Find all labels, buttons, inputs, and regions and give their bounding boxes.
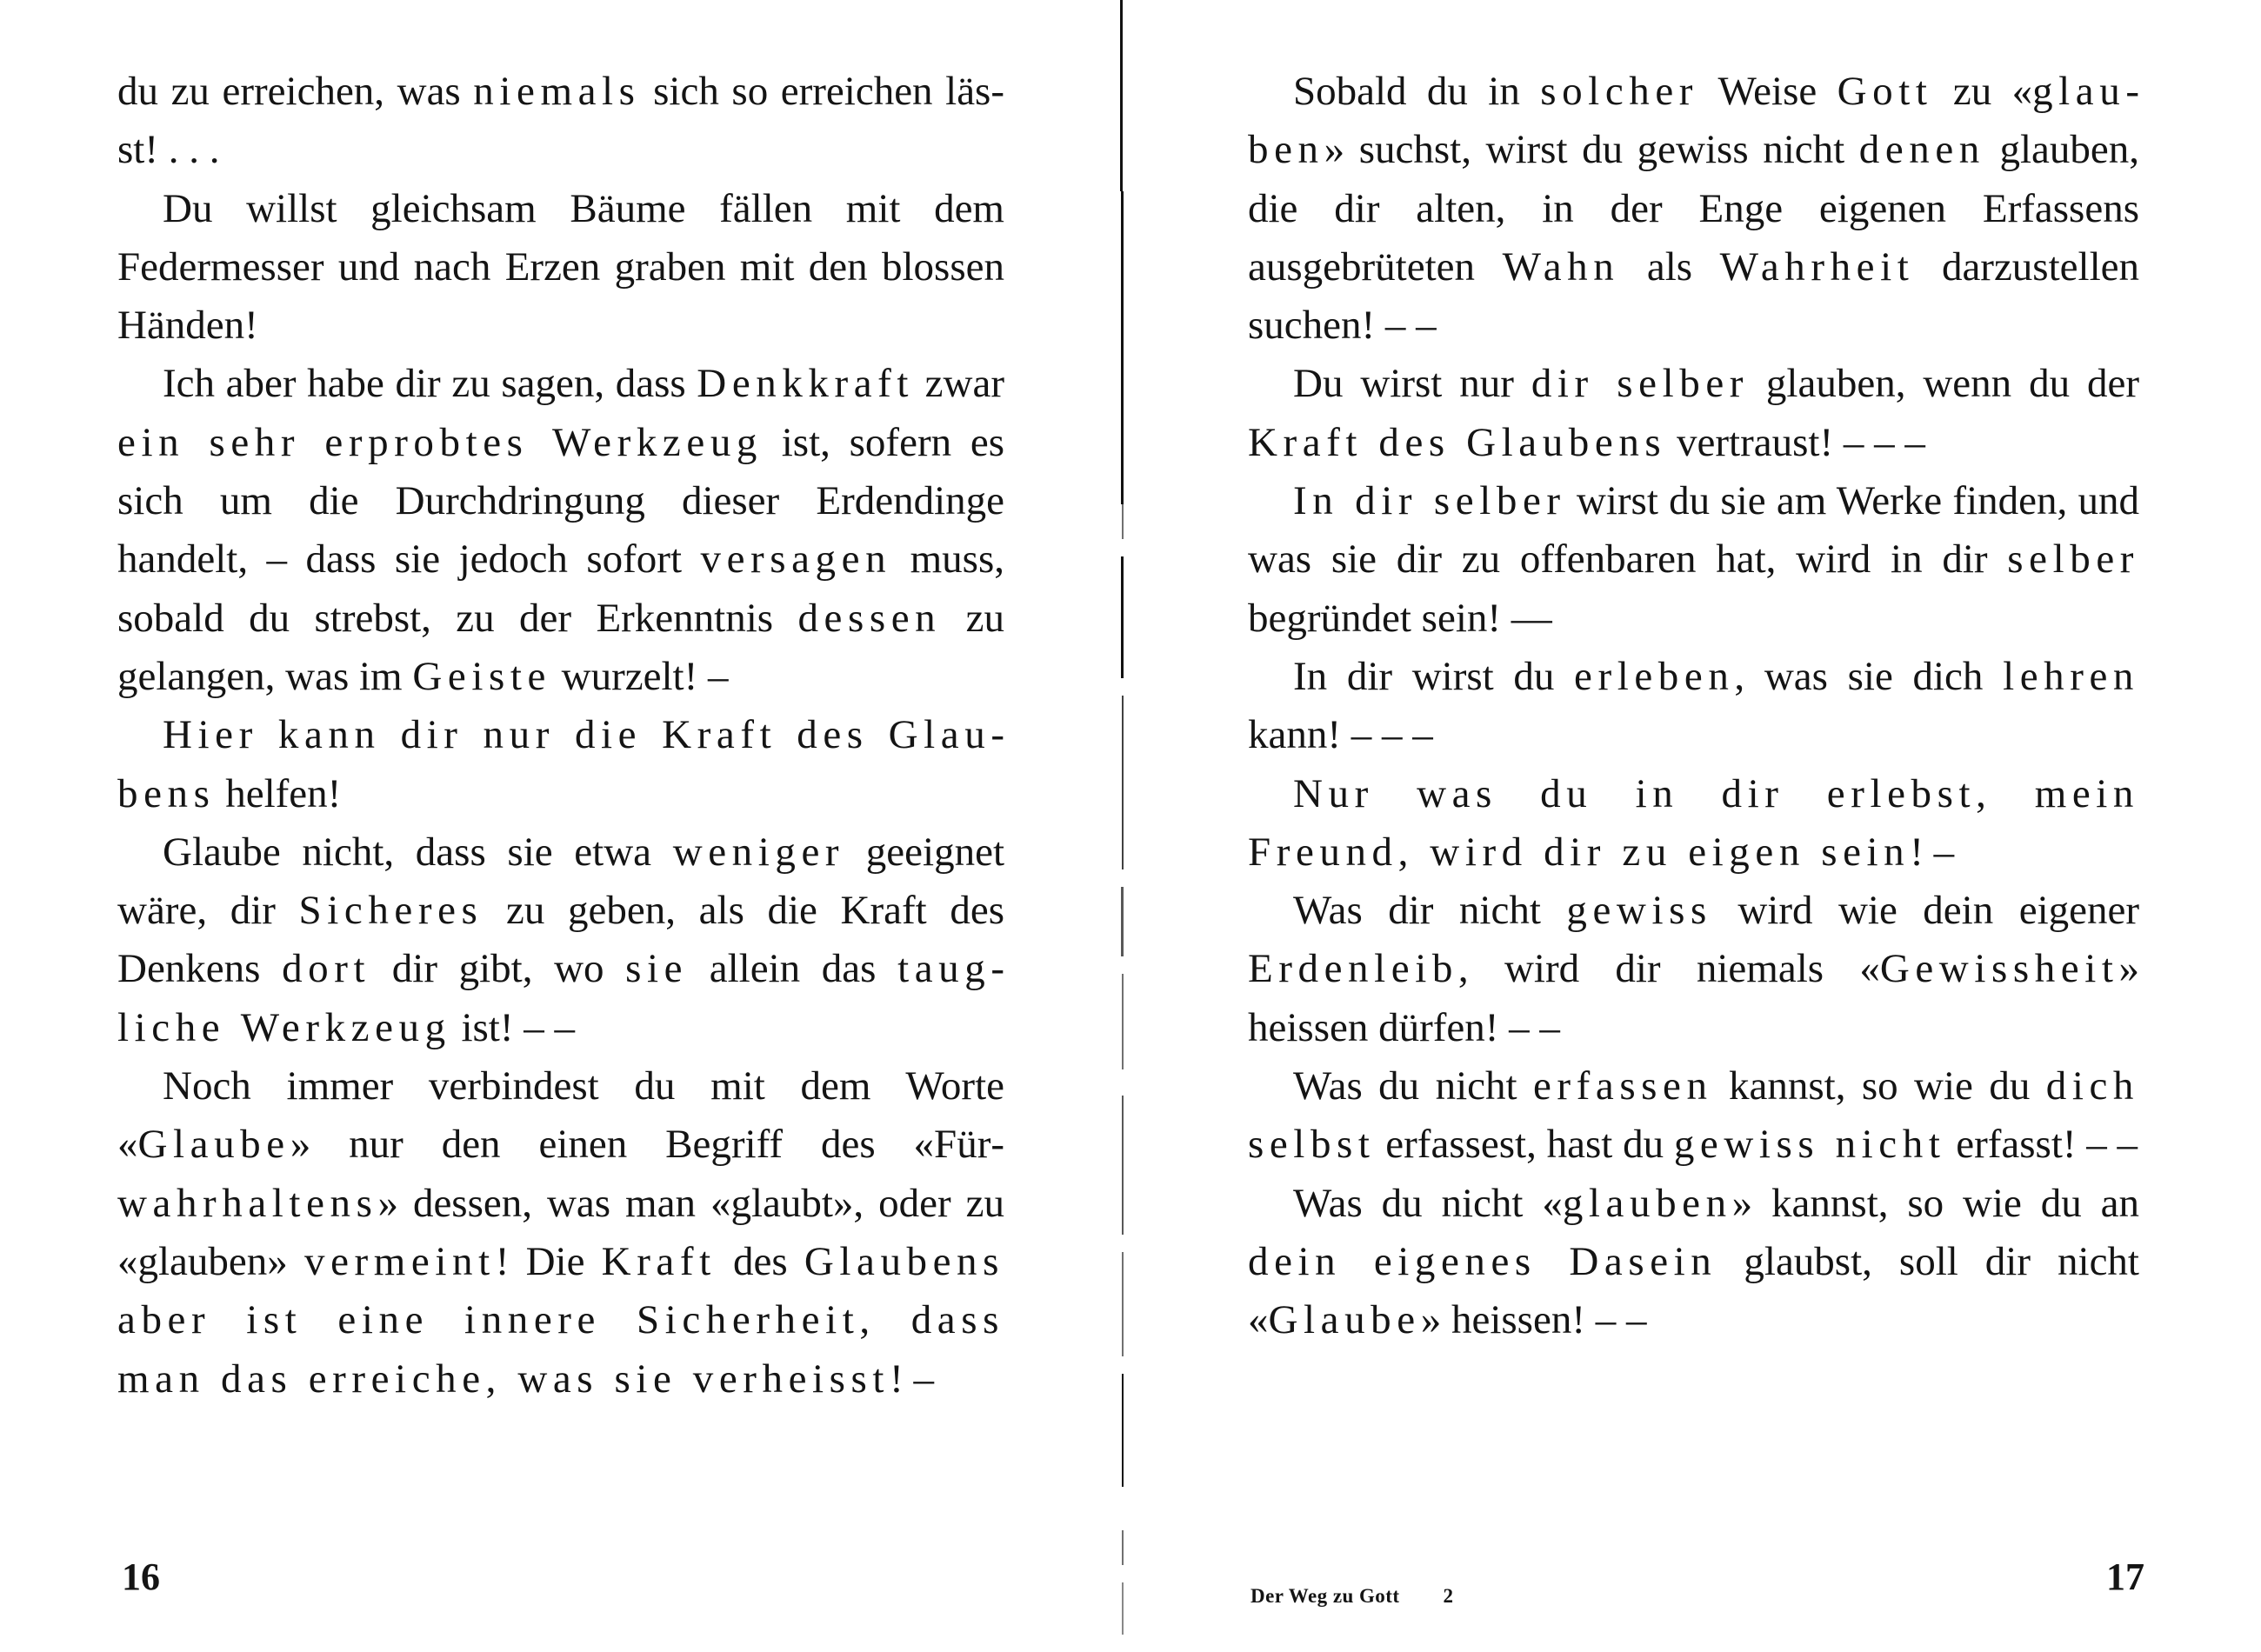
- spaced-emphasis-text: Hier kann dir nur die Kraft des Glaubens: [117, 712, 1004, 816]
- text-run: » kannst, so wie du an: [1731, 1180, 2139, 1226]
- spaced-emphasis-text: dessen: [797, 595, 942, 641]
- text-run: des: [716, 1238, 804, 1284]
- text-run: ist, sofern es sich um die Durchdringung dieser Erdendinge handelt, – dass sie jedoch sofort: [117, 419, 1004, 583]
- spaced-emphasis-text: Gott: [1837, 69, 1933, 114]
- signature-line: [1251, 1585, 1453, 1608]
- spaced-emphasis-text: Erdenleib: [1248, 946, 1458, 992]
- text-run: Du wirst nur: [1293, 361, 1531, 407]
- signature-title: Der Weg zu Gott: [1251, 1585, 1400, 1607]
- text-run: glaubst, soll dir nicht «: [1248, 1238, 2139, 1343]
- spaced-emphasis-text: Geiste: [412, 653, 551, 699]
- text-run: ! –: [1910, 829, 1955, 875]
- paragraph: [1248, 63, 2139, 355]
- text-run: geeignet wäre, dir: [117, 829, 1004, 934]
- text-run: Ich aber habe dir zu sagen, dass: [163, 361, 697, 407]
- text-run: In dir wirst du: [1293, 653, 1575, 699]
- text-run: zu gelangen, was im: [117, 595, 1004, 699]
- text-run: zu geben, als die Kraft des Denkens: [117, 888, 1004, 992]
- spaced-emphasis-text: solcher: [1540, 69, 1699, 114]
- spaced-emphasis-text: In dir selber: [1293, 478, 1566, 524]
- paragraph: [1248, 355, 2139, 472]
- text-run: erfassest, hast du: [1375, 1122, 1674, 1168]
- text-run: ! Die: [495, 1238, 602, 1284]
- spaced-emphasis-text: aber ist eine innere Sicherheit, dass man das erreiche, was sie verheisst: [117, 1297, 1004, 1402]
- text-run: » nur den einen Begriff des «Für: [290, 1122, 1004, 1168]
- spaced-emphasis-text: Kraft: [601, 1238, 717, 1284]
- spaced-emphasis-text: Gewissheit: [1879, 946, 2119, 992]
- paragraph: [117, 706, 1004, 823]
- text-run: , was sie dich: [1734, 653, 2004, 699]
- left-page-number: 16: [122, 1555, 160, 1598]
- text-run: ! –: [890, 1356, 934, 1402]
- text-run: Glaube nicht, dass sie etwa: [163, 829, 673, 875]
- text-run: glauben, die dir alten, in der Enge eigenen Erfassens ausgebrüteten: [1248, 127, 2140, 290]
- spaced-emphasis-text: Sicheres: [298, 888, 484, 934]
- spaced-emphasis-text: gewiss nicht: [1673, 1122, 1946, 1168]
- text-run: begründet sein! —: [1248, 595, 1552, 641]
- spaced-emphasis-text: gewiss: [1566, 888, 1712, 934]
- text-run: du zu erreichen, was: [117, 69, 474, 114]
- paragraph: [1248, 765, 2139, 883]
- spaced-emphasis-text: Glaube: [1268, 1297, 1421, 1343]
- text-run: Noch immer verbindest du mit dem Worte «: [117, 1063, 1004, 1168]
- spaced-emphasis-text: Glaubens: [804, 1238, 1005, 1284]
- text-run: vertraust! – – –: [1666, 419, 1925, 465]
- text-run: » dessen, was man «glaubt», oder zu «glauben»: [117, 1180, 1004, 1284]
- text-run: zu «: [1932, 69, 2033, 114]
- paragraph: [1248, 1175, 2139, 1350]
- spaced-emphasis-text: sie: [625, 946, 689, 992]
- left-page-text: [117, 63, 1004, 1409]
- text-run: erfasst! – –: [1945, 1122, 2138, 1168]
- spaced-emphasis-text: dein eigenes Dasein: [1248, 1238, 1717, 1284]
- spaced-emphasis-text: versagen: [700, 536, 892, 583]
- text-run: , wird dir niemals «: [1457, 946, 1880, 992]
- spaced-emphasis-text: Denkkraft: [697, 361, 915, 407]
- spaced-emphasis-text: erfassen: [1532, 1063, 1713, 1109]
- spaced-emphasis-text: Nur was du in dir erlebst, mein Freund, wird dir zu eigen sein: [1248, 770, 2139, 875]
- book-gutter: [1103, 0, 1137, 1652]
- text-run: kannst, so wie du: [1712, 1063, 2046, 1109]
- paragraph: [1248, 882, 2139, 1057]
- right-page-text: [1248, 63, 2139, 1350]
- signature-number: 2: [1443, 1585, 1454, 1607]
- spaced-emphasis-text: glauben: [1562, 1180, 1732, 1226]
- text-run: wird wie dein eigener: [1711, 888, 2139, 934]
- spaced-emphasis-text: glauben: [1248, 69, 2139, 173]
- spaced-emphasis-text: erleben: [1574, 653, 1735, 699]
- spaced-emphasis-text: Kraft des Glaubens: [1248, 419, 1667, 465]
- text-run: helfen!: [215, 770, 342, 816]
- text-run: wurzelt! –: [550, 653, 729, 699]
- spaced-emphasis-text: wahrhaltens: [117, 1180, 378, 1226]
- paragraph: [117, 823, 1004, 1057]
- spaced-emphasis-text: Wahrheit: [1719, 243, 1915, 290]
- paragraph: [1248, 1057, 2139, 1175]
- spaced-emphasis-text: dir selber: [1531, 361, 1749, 407]
- text-run: sich so erreichen lässt! . . .: [117, 69, 1004, 173]
- text-run: Weise: [1698, 69, 1837, 114]
- paragraph: [1248, 648, 2139, 765]
- text-run: Was du nicht: [1293, 1063, 1533, 1109]
- paragraph: [117, 355, 1004, 706]
- spaced-emphasis-text: ein sehr erprobtes Werkzeug: [117, 419, 763, 465]
- text-run: Du willst gleichsam Bäume fällen mit dem Federmesser und nach Erzen graben mit den blossen Händen!: [117, 185, 1004, 349]
- spaced-emphasis-text: Wahn: [1502, 243, 1620, 290]
- text-run: » heissen! – –: [1420, 1297, 1647, 1343]
- spaced-emphasis-text: selber: [2007, 536, 2139, 583]
- text-run: Sobald du in: [1293, 69, 1541, 114]
- right-page-number: 17: [2106, 1555, 2144, 1598]
- paragraph: [117, 63, 1004, 180]
- text-run: » suchst, wirst du gewiss nicht: [1324, 127, 1859, 173]
- text-run: muss, sobald du strebst, zu der Erkenntnis: [117, 536, 1005, 641]
- text-run: wirst du sie am Werke finden, und was sie dir zu offenbaren hat, wird in dir: [1248, 478, 2139, 583]
- text-run: darzustellen suchen! – –: [1248, 243, 2139, 349]
- spaced-emphasis-text: lehren: [2003, 653, 2139, 699]
- spaced-emphasis-text: vermeint: [304, 1238, 496, 1284]
- text-run: » heissen dürfen! – –: [1248, 946, 2139, 1050]
- spaced-emphasis-text: niemals: [473, 69, 641, 114]
- spaced-emphasis-text: Glaube: [137, 1122, 290, 1168]
- spaced-emphasis-text: dort: [282, 946, 371, 992]
- spaced-emphasis-text: weniger: [672, 829, 845, 875]
- paragraph: [1248, 472, 2139, 648]
- text-run: kann! – – –: [1248, 712, 1433, 758]
- paragraph: [117, 180, 1004, 356]
- spaced-emphasis-text: dich selbst: [1248, 1063, 2139, 1168]
- text-run: zwar: [914, 361, 1004, 407]
- text-run: glauben, wenn du der: [1749, 361, 2140, 407]
- text-run: allein das: [688, 946, 898, 992]
- spaced-emphasis-text: denen: [1858, 127, 1985, 173]
- text-run: Was dir nicht: [1293, 888, 1567, 934]
- text-run: als: [1619, 243, 1720, 290]
- text-run: Was du nicht «: [1293, 1180, 1563, 1226]
- text-run: ist! – –: [450, 1004, 576, 1050]
- paragraph: [117, 1057, 1004, 1409]
- text-run: dir gibt, wo: [370, 946, 626, 992]
- spaced-emphasis-text: taugliche Werkzeug: [117, 946, 1004, 1050]
